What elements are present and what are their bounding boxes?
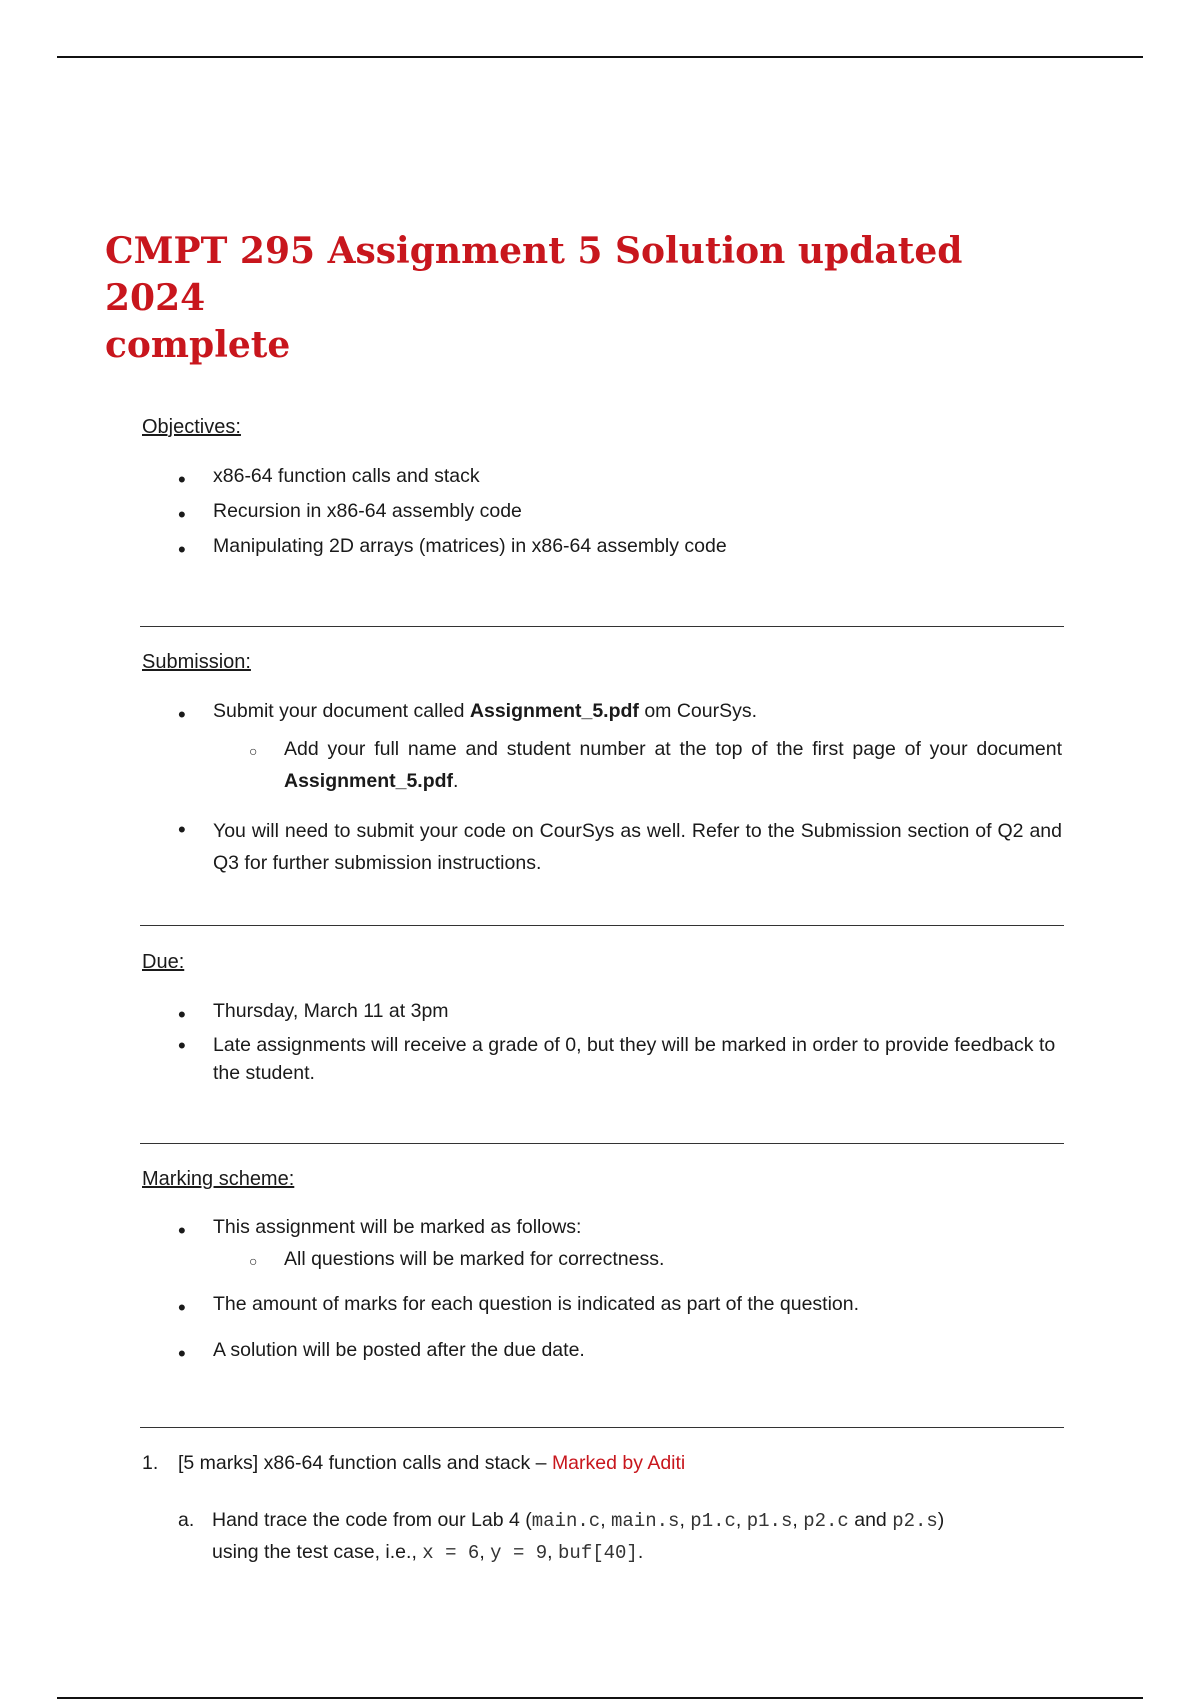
list-item: ○ All questions will be marked for correctness. — [213, 1243, 1062, 1275]
marking-sublist — [213, 1243, 1062, 1275]
document-title — [105, 228, 1065, 369]
code-filename: main.c — [531, 1510, 601, 1532]
code-value: y = 9 — [490, 1542, 548, 1564]
submission-text: . — [453, 770, 459, 792]
separator: , — [479, 1541, 491, 1563]
objectives-section — [142, 465, 1062, 558]
submission-text: Submit your document called — [213, 700, 470, 722]
part-letter: a. — [178, 1509, 195, 1531]
part-a-text-start: Hand trace the code from our Lab 4 ( — [212, 1509, 532, 1531]
code-filename: main.s — [611, 1510, 680, 1532]
separator: . — [637, 1541, 644, 1563]
list-item — [142, 1216, 1062, 1275]
part-a-text — [212, 1505, 1062, 1569]
code-value: x = 6 — [422, 1542, 480, 1564]
submission-sublist — [213, 733, 1062, 797]
marking-text: This assignment will be marked as follows: — [213, 1216, 582, 1238]
code-value: buf[40] — [558, 1542, 638, 1564]
list-item: • Recursion in x86-64 assembly code — [142, 500, 1062, 523]
code-filename: p2.s — [892, 1510, 938, 1532]
marker-name: Marked by Aditi — [551, 1452, 686, 1474]
separator: , — [679, 1509, 691, 1531]
separator: , — [735, 1509, 747, 1531]
due-list — [142, 1000, 1062, 1087]
marking-section — [142, 1216, 1062, 1362]
submission-list — [142, 700, 1062, 879]
due-section — [142, 1000, 1062, 1087]
list-item: • Late assignments will receive a grade of 0, but they will be marked in order to provide feedback to the student. — [142, 1031, 1062, 1087]
list-item: • You will need to submit your code on CourSys as well. Refer to the Submission section of Q2 and Q3 for further submission instructions. — [142, 815, 1062, 879]
list-item: • Manipulating 2D arrays (matrices) in x86-64 assembly code — [142, 535, 1062, 558]
section-divider — [140, 1143, 1064, 1144]
separator: , — [792, 1509, 804, 1531]
title-line-1: CMPT 295 Assignment 5 Solution updated 2024 — [105, 230, 963, 319]
list-item: • A solution will be posted after the due date. — [142, 1339, 1062, 1362]
question-1 — [142, 1452, 685, 1475]
code-filename: p1.c — [690, 1510, 736, 1532]
list-item: • x86-64 function calls and stack — [142, 465, 1062, 488]
objectives-heading: Objectives: — [142, 416, 241, 438]
title-line-2: complete — [105, 324, 291, 366]
due-heading: Due: — [142, 951, 185, 973]
page-top-border — [57, 56, 1143, 58]
submission-section — [142, 700, 1062, 879]
submission-text: Add your full name and student number at the top of the first page of your document — [284, 738, 1062, 760]
marking-list — [142, 1216, 1062, 1362]
section-divider — [140, 626, 1064, 627]
question-1a — [178, 1505, 1062, 1569]
submission-heading: Submission: — [142, 651, 251, 673]
submission-text: om CourSys. — [638, 700, 758, 722]
separator: , — [600, 1509, 612, 1531]
separator: ) — [937, 1509, 945, 1531]
code-filename: p1.s — [746, 1510, 793, 1532]
list-item — [213, 733, 1062, 797]
page-bottom-border — [57, 1697, 1143, 1699]
question-number: 1. — [142, 1452, 159, 1474]
list-item: • Thursday, March 11 at 3pm — [142, 1000, 1062, 1023]
part-a-text-line2: using the test case, i.e., — [212, 1541, 423, 1563]
section-divider — [140, 1427, 1064, 1428]
separator: and — [848, 1509, 893, 1531]
objectives-list — [142, 465, 1062, 558]
code-filename: p2.c — [803, 1510, 849, 1532]
marking-heading: Marking scheme: — [142, 1168, 295, 1190]
filename: Assignment_5.pdf — [284, 770, 454, 792]
question-text: [5 marks] x86-64 function calls and stack – — [178, 1452, 552, 1474]
section-divider — [140, 925, 1064, 926]
list-item: • The amount of marks for each question is indicated as part of the question. — [142, 1293, 1062, 1316]
separator: , — [547, 1541, 559, 1563]
filename: Assignment_5.pdf — [469, 700, 639, 722]
list-item — [142, 700, 1062, 797]
